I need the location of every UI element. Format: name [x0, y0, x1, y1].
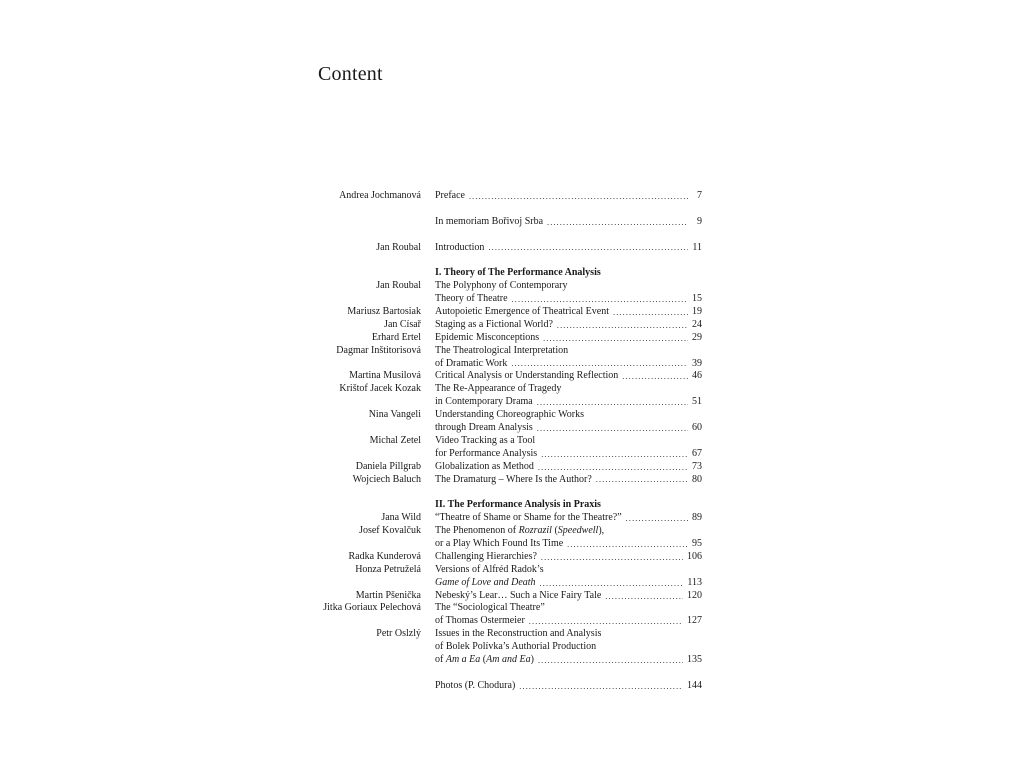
toc-leader-dots — [537, 423, 688, 435]
toc-title: Photos (P. Chodura) — [435, 679, 516, 691]
toc-title: II. The Performance Analysis in Praxis — [435, 499, 601, 511]
toc-title: Game of Love and Death — [435, 576, 536, 588]
toc-title: Epidemic Misconceptions — [435, 331, 540, 343]
toc-page-number: 89 — [692, 512, 702, 524]
toc-title: of Dramatic Work — [435, 357, 508, 369]
toc-page-number: 80 — [692, 473, 702, 485]
toc-entry — [300, 190, 702, 203]
toc-leader-dots — [537, 397, 688, 409]
toc-author: Andrea Jochmanová — [339, 189, 421, 201]
toc-author: Nina Vangeli — [368, 409, 421, 421]
toc-author: Martin Pšenička — [355, 589, 421, 601]
toc-author: Jan Roubal — [376, 280, 421, 292]
toc-entry — [300, 628, 702, 641]
toc-leader-dots — [605, 591, 683, 603]
toc-entry — [300, 293, 702, 306]
toc-leader-dots — [541, 552, 683, 564]
toc-title: The Polyphony of Contemporary — [435, 280, 568, 292]
toc-entry — [300, 512, 702, 525]
toc-leader-dots — [541, 449, 688, 461]
toc-entry — [300, 319, 702, 332]
toc-entry — [300, 525, 702, 538]
toc-section-heading — [300, 499, 702, 512]
toc-author: Mariusz Bartosiak — [347, 306, 421, 317]
toc-leader-dots — [543, 333, 688, 345]
table-of-contents — [300, 190, 702, 693]
toc-entry — [300, 474, 702, 487]
toc-title: “Theatre of Shame or Shame for the Theatre?” — [435, 512, 622, 524]
toc-title: Challenging Hierarchies? — [435, 550, 537, 562]
toc-leader-dots — [547, 217, 688, 229]
toc-page-number: 135 — [687, 654, 702, 666]
toc-title: Globalization as Method — [435, 460, 534, 472]
toc-leader-dots — [511, 358, 688, 370]
toc-page-number: 127 — [687, 615, 702, 627]
toc-author: Petr Oslzlý — [376, 628, 421, 640]
toc-leader-dots — [488, 242, 688, 254]
toc-entry — [300, 615, 702, 628]
toc-entry — [300, 590, 702, 603]
toc-title: Understanding Choreographic Works — [435, 409, 584, 421]
toc-page-number: 39 — [692, 357, 702, 369]
toc-leader-dots — [540, 578, 684, 590]
toc-entry — [300, 680, 702, 693]
toc-page-number: 11 — [692, 241, 702, 253]
toc-entry — [300, 409, 702, 422]
toc-title: The Phenomenon of Rozrazil (Speedwell), — [435, 525, 605, 537]
page-title: Content — [318, 63, 383, 85]
toc-leader-dots — [512, 294, 688, 306]
toc-title: In memoriam Bořivoj Srba — [435, 215, 544, 227]
toc-page-number: 9 — [697, 215, 702, 227]
toc-leader-dots — [626, 513, 688, 525]
toc-entry — [300, 603, 702, 616]
toc-page-number: 113 — [687, 576, 702, 588]
toc-entry — [300, 216, 702, 229]
toc-entry — [300, 448, 702, 461]
toc-page-number: 95 — [692, 538, 702, 550]
toc-author: Radka Kunderová — [348, 550, 421, 562]
toc-title: I. Theory of The Performance Analysis — [435, 267, 601, 279]
toc-entry — [300, 641, 702, 654]
toc-leader-dots — [538, 462, 688, 474]
toc-author: Daniela Pillgrab — [355, 460, 421, 472]
toc-entry — [300, 383, 702, 396]
toc-spacer — [300, 667, 702, 680]
toc-entry — [300, 538, 702, 551]
toc-title: Versions of Alfréd Radok’s — [435, 563, 544, 575]
toc-title: The Dramaturg – Where Is the Author? — [435, 473, 592, 485]
toc-title: through Dream Analysis — [435, 422, 533, 434]
toc-spacer — [300, 486, 702, 499]
toc-entry — [300, 280, 702, 293]
toc-leader-dots — [557, 320, 688, 332]
toc-entry — [300, 242, 702, 255]
toc-page-number: 7 — [697, 189, 702, 201]
toc-author: Jan Roubal — [376, 241, 421, 253]
toc-entry — [300, 345, 702, 358]
toc-page-number: 120 — [687, 589, 702, 601]
toc-page-number: 46 — [692, 370, 702, 382]
toc-leader-dots — [596, 474, 688, 486]
toc-title: Theory of Theatre — [435, 293, 508, 305]
toc-leader-dots — [613, 307, 688, 319]
toc-entry — [300, 422, 702, 435]
toc-leader-dots — [519, 681, 683, 693]
toc-entry — [300, 577, 702, 590]
toc-page-number: 51 — [692, 396, 702, 408]
toc-title: of Am a Ea (Am and Ea) — [435, 654, 534, 666]
toc-title: The Theatrological Interpretation — [435, 344, 569, 356]
toc-author: Dagmar Inštitorisová — [336, 344, 421, 356]
toc-title: Nebeský’s Lear… Such a Nice Fairy Tale — [435, 589, 602, 601]
toc-title: or a Play Which Found Its Time — [435, 538, 564, 550]
toc-title: Video Tracking as a Tool — [435, 434, 536, 446]
toc-entry — [300, 654, 702, 667]
toc-title: in Contemporary Drama — [435, 396, 533, 408]
toc-author: Jana Wild — [381, 512, 421, 524]
toc-author: Krištof Jacek Kozak — [339, 383, 421, 395]
toc-author: Martina Musilová — [349, 370, 421, 382]
toc-author: Michal Zetel — [369, 434, 421, 446]
toc-leader-dots — [529, 616, 683, 628]
toc-entry — [300, 435, 702, 448]
toc-author: Honza Petruželá — [355, 563, 421, 575]
toc-title: The “Sociological Theatre” — [435, 602, 545, 614]
toc-entry — [300, 332, 702, 345]
toc-page-number: 73 — [692, 460, 702, 472]
toc-title: Autopoietic Emergence of Theatrical Event — [435, 306, 610, 317]
toc-page-number: 60 — [692, 422, 702, 434]
toc-author: Jitka Goriaux Pelechová — [323, 602, 421, 614]
toc-page-number: 15 — [692, 293, 702, 305]
toc-spacer — [300, 203, 702, 216]
toc-page-number: 24 — [692, 318, 702, 330]
toc-title: Critical Analysis or Understanding Reflection — [435, 370, 619, 382]
toc-leader-dots — [567, 539, 688, 551]
toc-page-number: 106 — [687, 550, 702, 562]
toc-title: Issues in the Reconstruction and Analysis — [435, 628, 602, 640]
toc-author: Wojciech Baluch — [352, 473, 421, 485]
toc-author: Josef Kovalčuk — [359, 525, 421, 537]
toc-title: The Re-Appearance of Tragedy — [435, 383, 562, 395]
toc-leader-dots — [538, 655, 683, 667]
toc-page-number: 19 — [692, 306, 702, 317]
toc-entry — [300, 461, 702, 474]
toc-page-number: 144 — [687, 679, 702, 691]
toc-leader-dots — [469, 191, 688, 203]
toc-author: Jan Císař — [384, 318, 421, 330]
toc-entry — [300, 370, 702, 383]
toc-spacer — [300, 254, 702, 267]
toc-page-number: 67 — [692, 447, 702, 459]
toc-entry — [300, 396, 702, 409]
toc-title: for Performance Analysis — [435, 447, 538, 459]
toc-entry — [300, 564, 702, 577]
toc-title: of Bolek Polívka’s Authorial Production — [435, 641, 597, 653]
toc-entry — [300, 358, 702, 371]
toc-title: of Thomas Ostermeier — [435, 615, 525, 627]
toc-author: Erhard Ertel — [371, 331, 421, 343]
toc-title: Staging as a Fictional World? — [435, 318, 553, 330]
toc-title: Introduction — [435, 241, 485, 253]
toc-page-number: 29 — [692, 331, 702, 343]
toc-leader-dots — [622, 371, 688, 383]
toc-entry — [300, 551, 702, 564]
toc-entry — [300, 306, 702, 319]
toc-title: Preface — [435, 189, 465, 201]
toc-spacer — [300, 229, 702, 242]
toc-section-heading — [300, 267, 702, 280]
